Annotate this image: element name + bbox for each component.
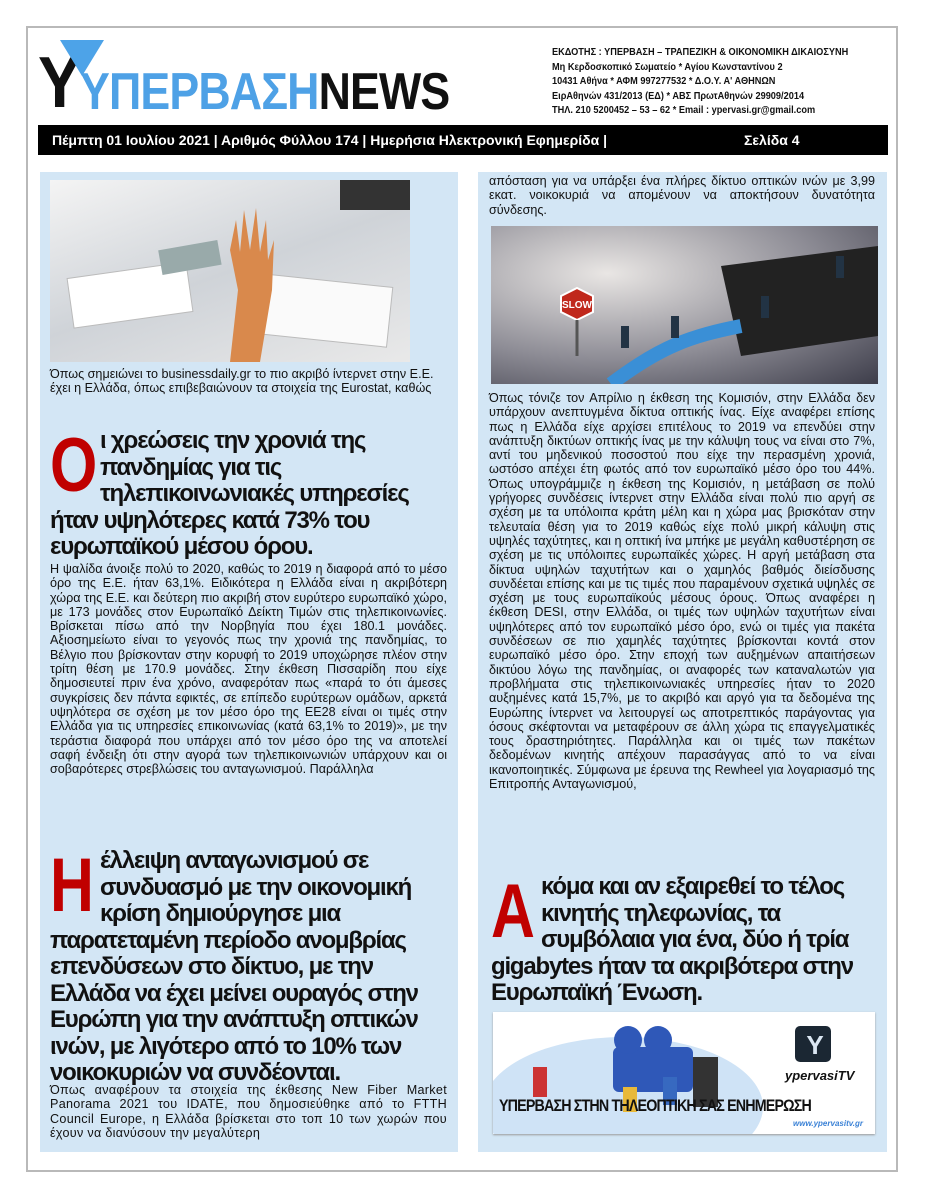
publisher-line: ΤΗΛ. 210 5200452 – 53 – 62 * Email : ypervasi.gr@gmail.com (552, 105, 816, 116)
drop-cap: Ο (50, 423, 97, 508)
right-column (478, 172, 887, 1152)
ypervasi-tv-ad[interactable] (493, 1012, 875, 1134)
masthead-logo (38, 40, 488, 123)
publisher-line: ΕιρΑθηνών 431/2013 (ΕΔ) * ΑΒΣ ΠρωτΑθηνών 29909/2014 (552, 90, 805, 102)
logo-y-letter: Y (38, 43, 82, 123)
publisher-line: Μη Κερδοσκοπικό Σωματείο * Αγίου Κωνσταντίνου 2 (552, 61, 783, 73)
headline-competition: Η έλλειψη ανταγωνισμού σε συνδυασμό με την οικονομική κρίση δημιούργησε μια παρατεταμένη περίοδο ανομβρίας επενδύσεων στο δίκτυο, με την Ελλάδα να έχει μείνει ουραγός στην Ευρώπη για την ανάπτυξη οπτικών ινών, με λιγότερο από το 10% των νοικοκυριών να συνδέονται. (50, 843, 418, 1086)
photo-caption: Όπως σημειώνει το businessdaily.gr το πιο ακριβό ίντερνετ στην Ε.Ε. έχει η Ελλάδα, όπως επιβεβαιώνουν τα στοιχεία της Eurostat, καθώς (50, 367, 434, 396)
headline-charges: Οι χρεώσεις την χρονιά της πανδημίας για τις τηλεπικοινωνιακές υπηρεσίες ήταν υψηλότερες κατά 73% του ευρωπαϊκού μέσου όρου. (50, 423, 409, 560)
hand-in-papers-image (50, 180, 410, 362)
drop-cap: Α (491, 869, 534, 954)
ad-slogan: ΥΠΕΡΒΑΣΗ ΣΤΗΝ ΤΗΛΕΟΠΤΙΚΗ ΣΑΣ ΕΝΗΜΕΡΩΣΗ (499, 1096, 811, 1115)
logo-text: ΥΠΕΡΒΑΣΗ (80, 63, 319, 121)
page-number: Σελίδα 4 (744, 132, 800, 148)
left-column (40, 172, 458, 1152)
slow-sign-text: SLOW (562, 300, 592, 311)
article-body: Όπως τόνιζε τον Απρίλιο η έκθεση της Κομισιόν, στην Ελλάδα δεν υπάρχουν ανεπτυγμένα δίκτυα οπτικής ίνας. Είχε αναφέρει επίσης πως η Ελλάδα είχε αρχίσει επιτέλους το 2019 να επενδύει στην ανάπτυξη δικτύων οπτικής ίνας με την κάλυψη τους να είναι στο 7%, αντί του μηδενικού ποσοστού που είχε την περασμένη χρονιά, ωστόσο απέχει έτη φωτός από τον ευρωπαϊκό μέσο όρο του 44%. Όπως υπογράμμιζε η έκθεση της Κομισιόν, η μετάβαση σε πολύ γρήγορες συνδέσεις ίντερνετ στην Ελλάδα είναι πολύ πιο αργή σε σχέση με τα υπόλοιπα κράτη μέλη και η χώρα μας βρισκόταν στην τελευταία θέση για το 2019 καθώς είχε πολύ μικρή κάλυψη στις υψηλές ταχύτητες, και η οπτική ίνα μπήκε με μεγάλη καθυστέρηση σε σχέση με τις υπόλοιπες ευρωπαϊκές χώρες. Η αργή μετάβαση στα δίκτυα υψηλών ταχυτήτων και ο χαμηλός βαθμός διείσδυσης συνδέεται επίσης και με τις τιμές που παραμένουν σχετικά υψηλές σε σχέση με τους ευρωπαϊκούς μέσους όρους. Όπως αναφέρει η έκθεση DESI, στην Ελλάδα, οι τιμές των υψηλών ταχυτήτων είναι υψηλότερες από τον ευρωπαϊκό μέσο όρο, ενώ οι τιμές για πακέτα συνδέσεων σε πιο χαμηλές ταχύτητες βρίσκονται κοντά στον ευρωπαϊκό μέσο όρο. Στην εποχή των αυξημένων απαιτήσεων δικτύου λόγω της πανδημίας, οι αναφορές των καταναλωτών για προβλήματα στις τηλεπικοινωνιακές υπηρεσίες ήταν το 2020 αυξημένες κατά 15,7%, με το ακριβό και αργό για τα δεδομένα της Ευρώπης ίντερνετ να λειτουργεί ως αποτρεπτικός παράγοντας για όσους σκέφτονται να μεταφέρουν σε άλλη χώρα τις επαγγελματικές τους δραστηριότητες. Παράλληλα και οι τιμές των πακέτων δεδομένων κινητής απέχουν παρασάγγας από το να είναι ικανοποιητικές. Σύμφωνα με έρευνα της Rewheel για λογαριασμό της Επιτροπής Ανταγωνισμού, (489, 391, 875, 792)
publisher-line: 10431 Αθήνα * ΑΦΜ 997277532 * Δ.Ο.Υ. Α' ΑΘΗΝΩΝ (552, 76, 776, 87)
article-body: Όπως αναφέρουν τα στοιχεία της έκθεσης New Fiber Market Panorama 2021 του IDATE, που δημοσιεύθηκε από το FTTH Council Europe, η Ελλάδα βρίσκεται στο τοπ 10 των χωρών που έχουν να διανύσουν την μεγαλύτερη (50, 1083, 447, 1140)
article-body: Η ψαλίδα άνοιξε πολύ το 2020, καθώς το 2019 η διαφορά από το μέσο όρο της Ε.Ε. ήταν 63,1%. Ειδικότερα η Ελλάδα είναι η ακριβότερη χώρα της Ε.Ε. και δεύτερη πιο ακριβή στον ευρύτερο ευρωπαϊκό χώρο, με 173 μονάδες στον Ευρωπαϊκό Δείκτη Τιμών στις τηλεπικοινωνίες. Βρίσκεται πίσω από την Νορβηγία που έχει 180.1 μονάδες. Αξιοσημείωτο είναι το γεγονός πως την χρονιά της πανδημίας, το Βέλγιο που βρίσκονταν στην κορυφή το 2019 υποχώρησε πλέον στην τρίτη θέση με 170.9 μονάδες. Στην έκθεση Πισσαρίδη που είχε δημοσιευτεί πριν ένα χρόνο, αναφερόταν πως «παρά το ότι άμεσες συγκρίσεις δεν πάντα εφικτές, σε επίπεδο ευρύτερων ομάδων, αρκετά υψηλότερα σε σχέση με τον μέσο όρο της ΕΕ28 είναι οι τιμές στην Ελλάδα για τις υπηρεσίες επικοινωνίας (κατά 63,1% το 2019)», με την τεράστια διαφορά που υπάρχει από τον μέσο όρο της να αποτελεί σαφή ένδειξη ότι στην αγορά των τηλεπικοινωνιών υπάρχουν και οι σοβαρότερες στρεβλώσεις του ανταγωνισμού. Παράλληλα (50, 562, 447, 777)
issue-bar (38, 125, 888, 155)
logo-news: NEWS (318, 63, 450, 121)
headline-mobile: Ακόμα και αν εξαιρεθεί το τέλος κινητής τηλεφωνίας, τα συμβόλαια για ένα, δύο ή τρία gigabytes ήταν τα ακριβότερα στην Ευρωπαϊκή Ένωση. (491, 869, 853, 1006)
drop-cap: Η (50, 843, 93, 928)
publisher-line: ΕΚΔΟΤΗΣ : ΥΠΕΡΒΑΣΗ – ΤΡΑΠΕΖΙΚΗ & ΟΙΚΟΝΟΜΙΚΗ ΔΙΚΑΙΟΣΥΝΗ (552, 47, 849, 58)
ad-url[interactable]: www.ypervasitv.gr (793, 1119, 863, 1128)
article-photo-hand (50, 180, 410, 362)
ad-brand: ypervasiTV (785, 1068, 855, 1083)
publisher-info (552, 46, 848, 119)
issue-info: Πέμπτη 01 Ιουλίου 2021 | Αριθμός Φύλλου 174 | Ημερήσια Ηλεκτρονική Εφημερίδα | (52, 132, 608, 148)
article-body: απόσταση για να υπάρξει ένα πλήρες δίκτυο οπτικών ινών με 3,99 εκατ. νοικοκυριά να απομένουν να αποκτήσουν δυνατότητα σύνδεσης. (489, 174, 875, 217)
slow-internet-photo (491, 226, 878, 384)
svg-text:Y: Y (806, 1030, 824, 1060)
